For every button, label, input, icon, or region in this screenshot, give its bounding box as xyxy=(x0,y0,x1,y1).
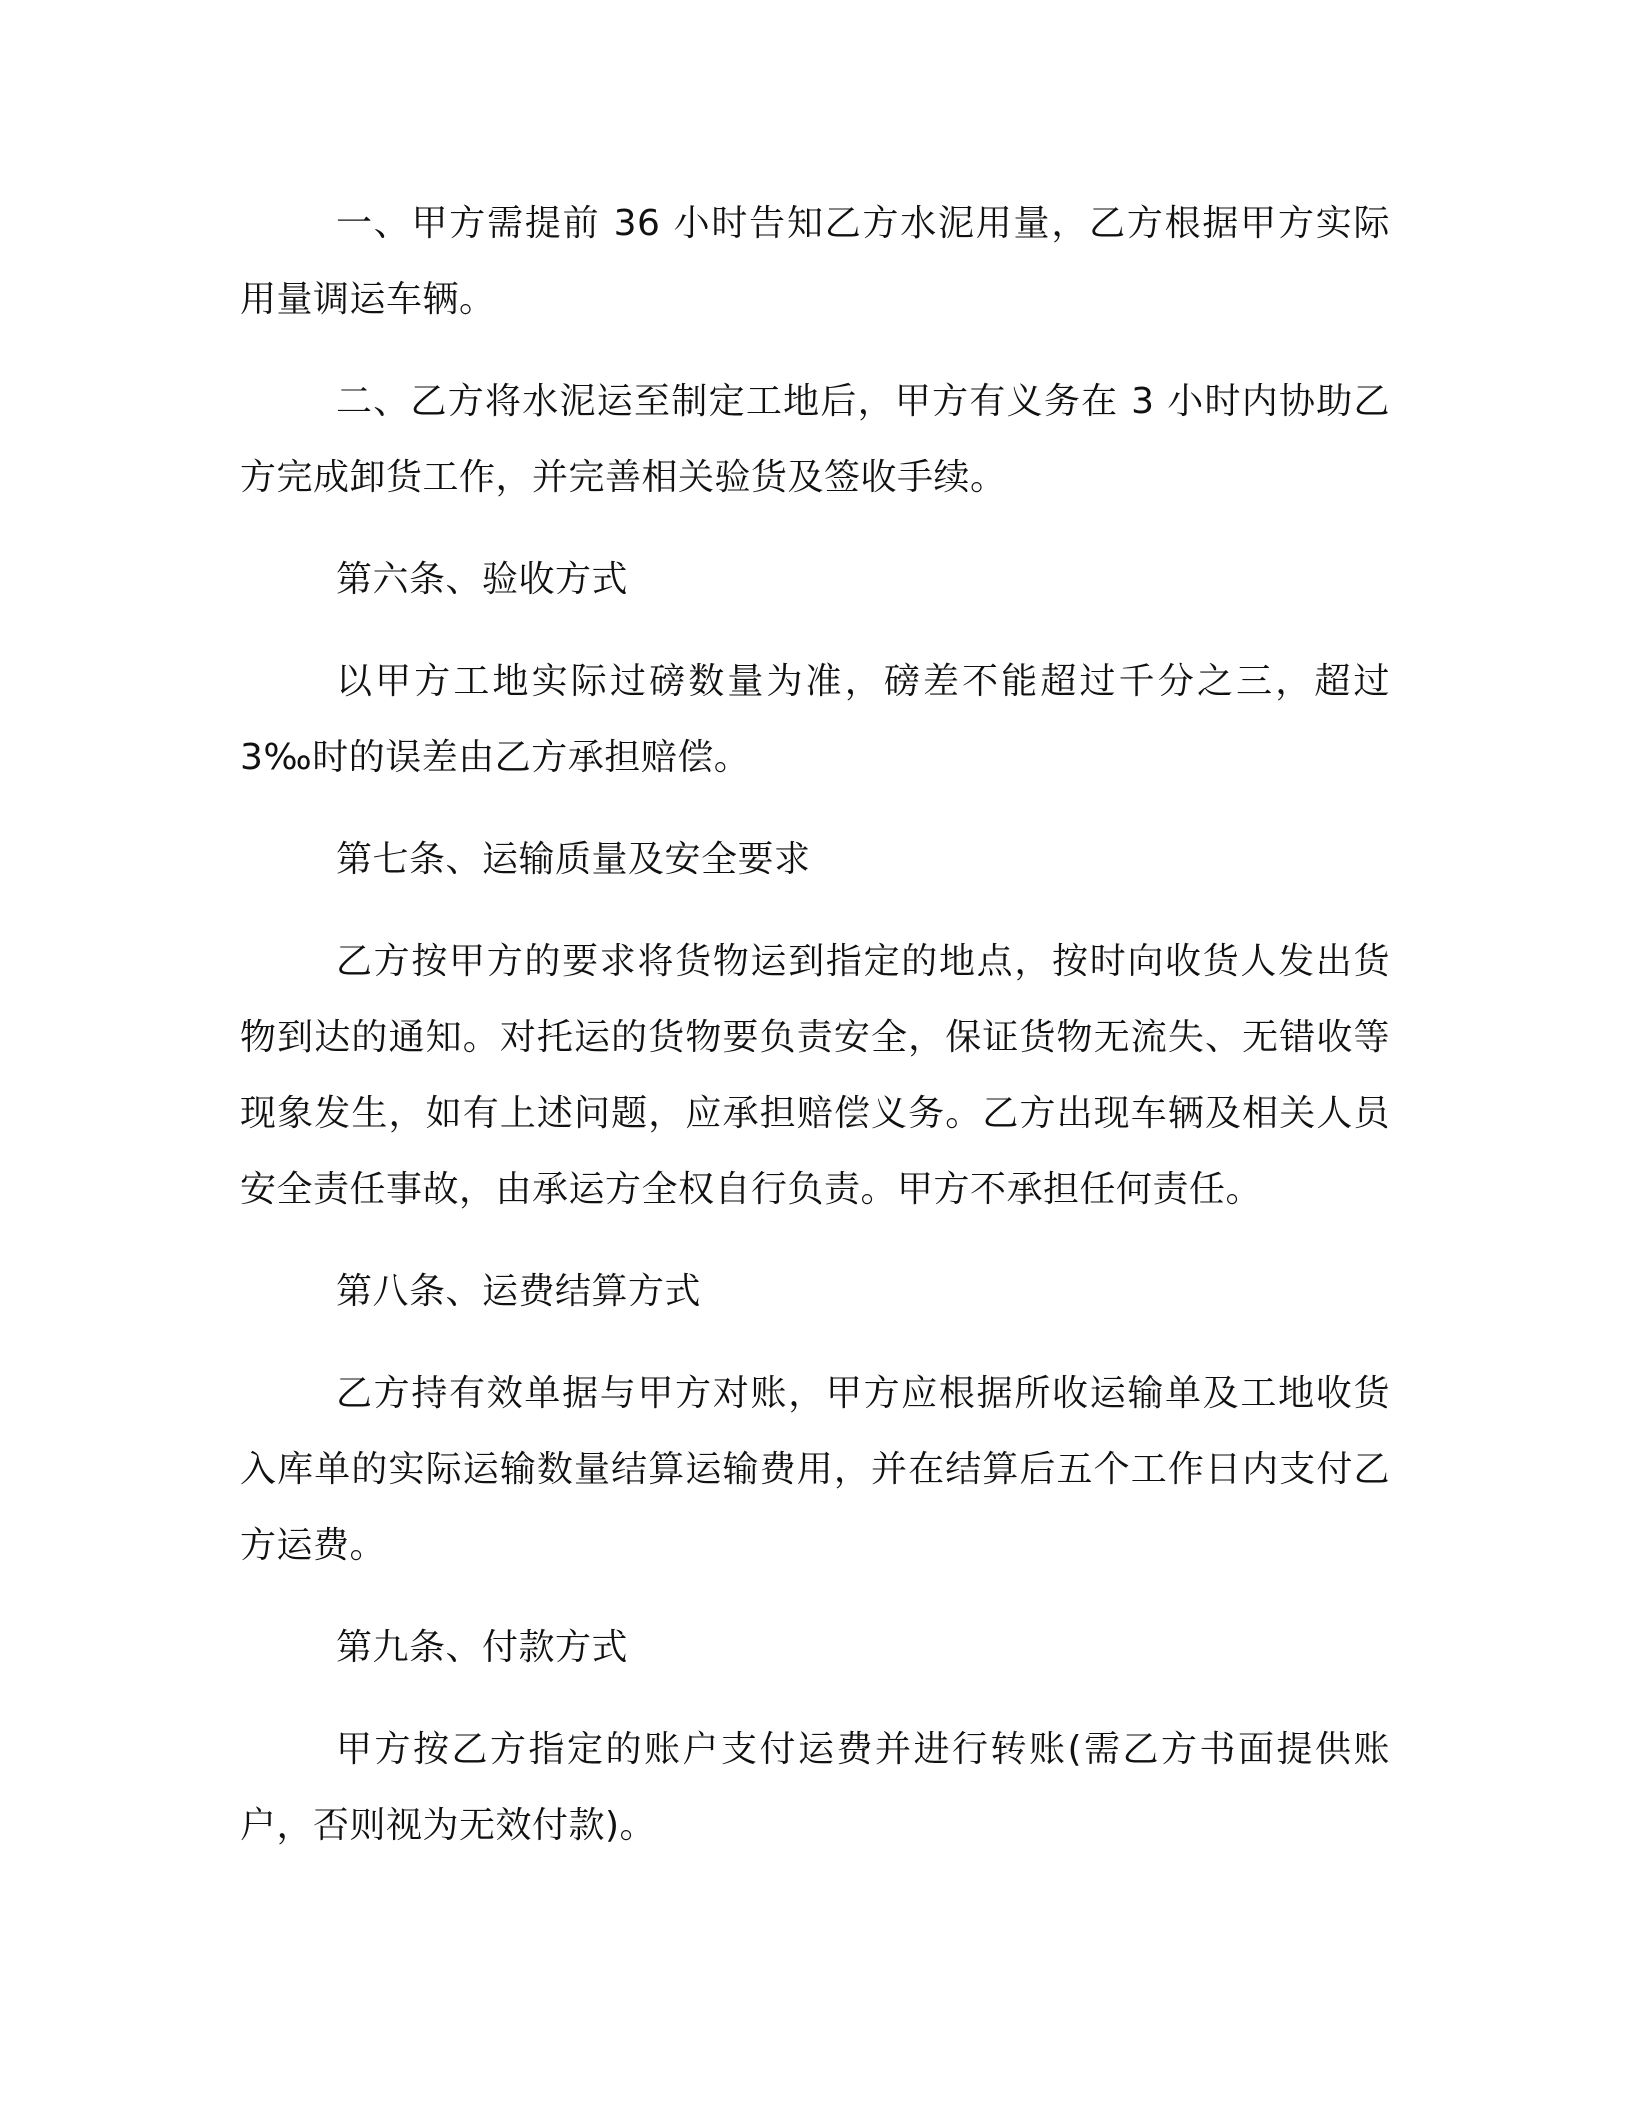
paragraph-unloading: 二、乙方将水泥运至制定工地后，甲方有义务在 3 小时内协助乙方完成卸货工作，并完善相关验货及签收手续。 xyxy=(240,381,1390,498)
paragraph-safety: 乙方按甲方的要求将货物运到指定的地点，按时向收货人发出货物到达的通知。对托运的货物要负责安全，保证货物无流失、无错收等现象发生，如有上述问题，应承担赔偿义务。乙方出现车辆及相关人员安全责任事故，由承运方全权自行负责。甲方不承担任何责任。 xyxy=(240,941,1390,1210)
heading-article-7: 第七条、运输质量及安全要求 xyxy=(336,839,811,880)
paragraph-payment: 甲方按乙方指定的账户支付运费并进行转账(需乙方书面提供账户，否则视为无效付款)。 xyxy=(240,1729,1390,1846)
paragraph-cement-notice: 一、甲方需提前 36 小时告知乙方水泥用量，乙方根据甲方实际用量调运车辆。 xyxy=(240,203,1390,320)
document-body xyxy=(240,186,1390,1890)
paragraph-settlement: 乙方持有效单据与甲方对账，甲方应根据所收运输单及工地收货入库单的实际运输数量结算运输费用，并在结算后五个工作日内支付乙方运费。 xyxy=(240,1373,1390,1566)
heading-article-6: 第六条、验收方式 xyxy=(336,559,629,600)
heading-article-9: 第九条、付款方式 xyxy=(336,1627,629,1668)
paragraph-acceptance: 以甲方工地实际过磅数量为准，磅差不能超过千分之三，超过3‰时的误差由乙方承担赔偿。 xyxy=(240,661,1390,778)
heading-article-8: 第八条、运费结算方式 xyxy=(336,1271,702,1312)
